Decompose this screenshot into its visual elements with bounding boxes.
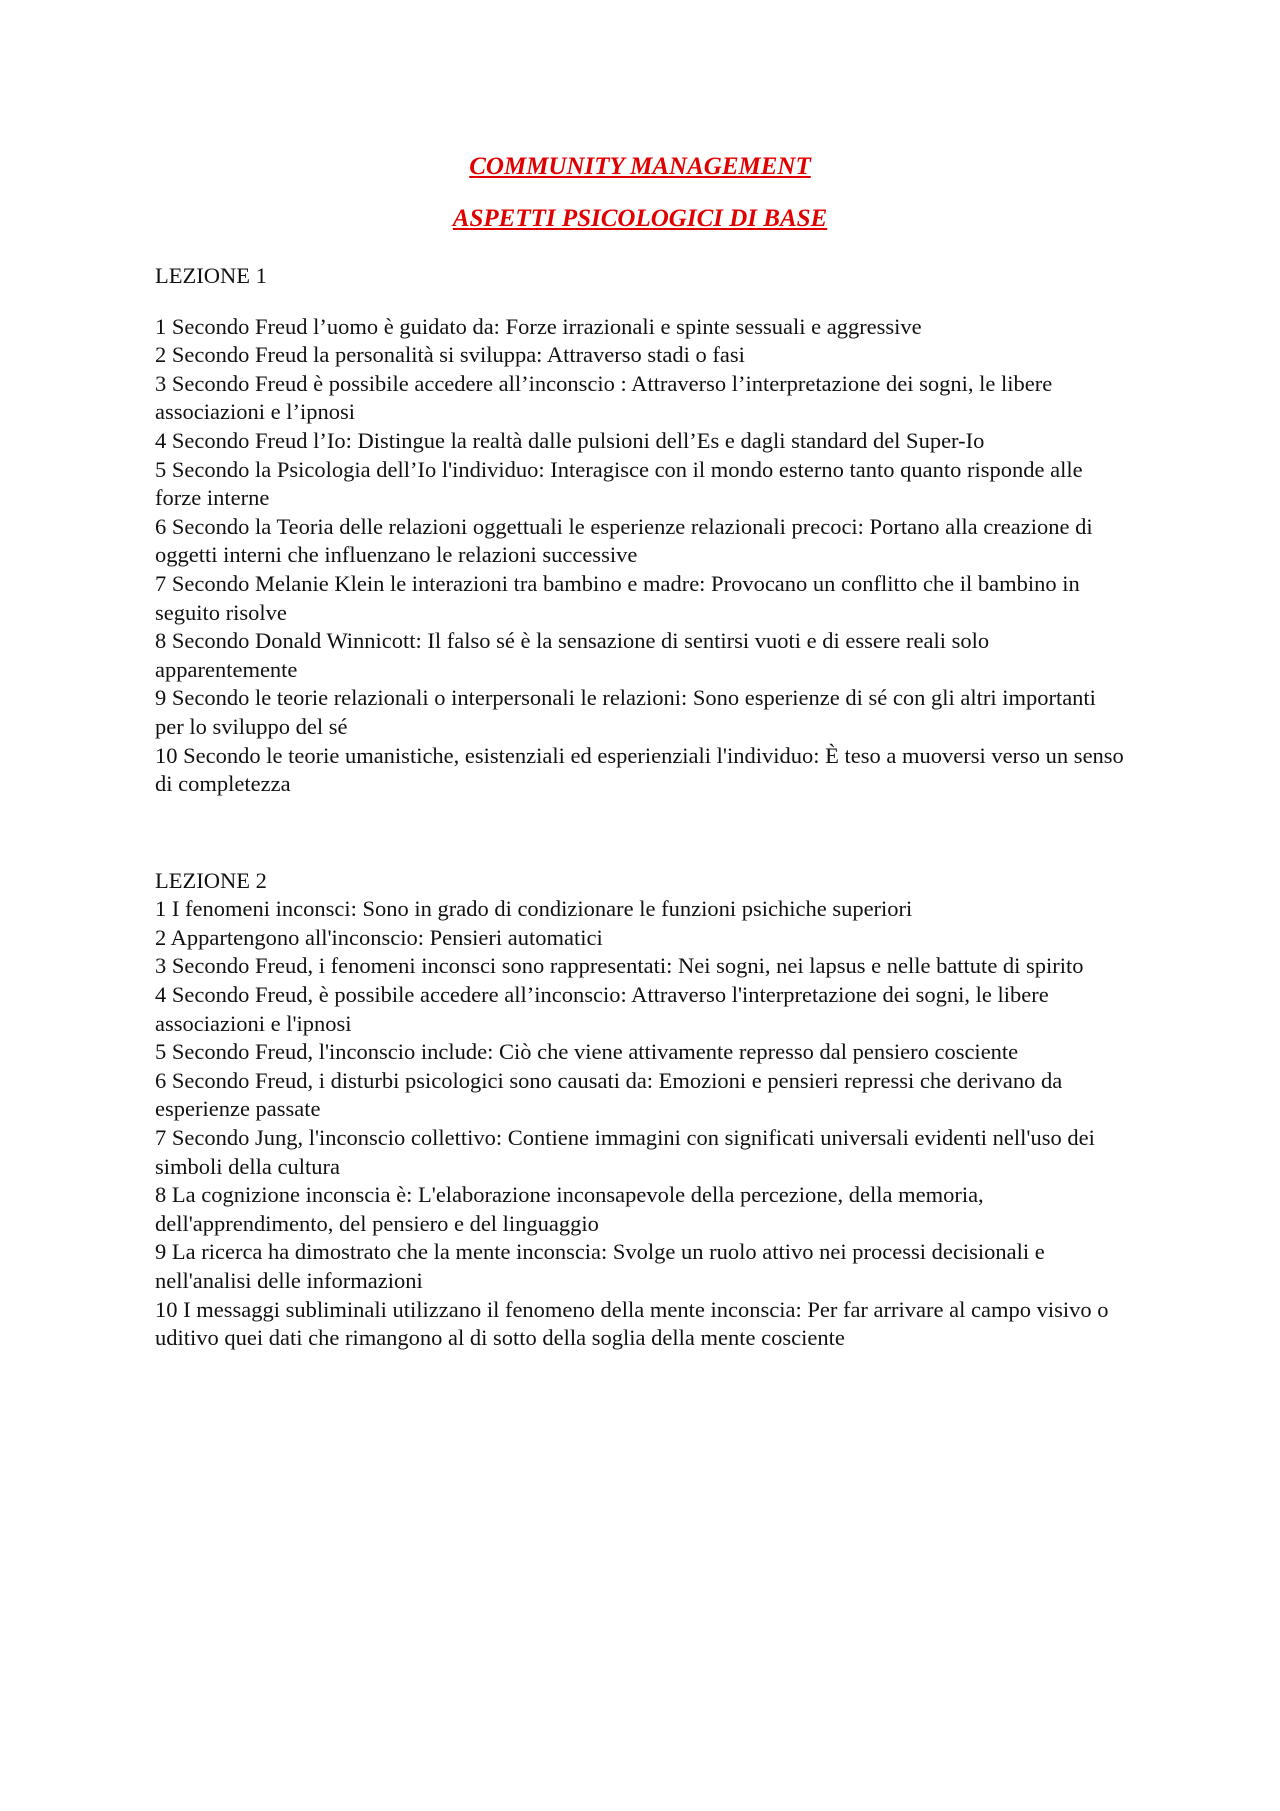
lesson-2-item: 9 La ricerca ha dimostrato che la mente inconscia: Svolge un ruolo attivo nei processi decisionali e nell'analisi delle informazioni bbox=[155, 1239, 1045, 1293]
lesson-1-item: 5 Secondo la Psicologia dell’Io l'individuo: Interagisce con il mondo esterno tanto quanto risponde alle forze interne bbox=[155, 456, 1083, 511]
lesson-1-item: 7 Secondo Melanie Klein le interazioni tra bambino e madre: Provocano un conflitto che il bambino in seguito risolve bbox=[155, 570, 1080, 625]
lesson-2-item: 1 I fenomeni inconsci: Sono in grado di condizionare le funzioni psichiche superiori bbox=[155, 896, 913, 922]
lesson-1-item: 2 Secondo Freud la personalità si sviluppa: Attraverso stadi o fasi bbox=[155, 342, 745, 368]
title-block bbox=[0, 152, 1280, 234]
document-subtitle: ASPETTI PSICOLOGICI DI BASE bbox=[452, 205, 828, 232]
lesson-1-item: 10 Secondo le teorie umanistiche, esistenziali ed esperienziali l'individuo: È teso a muoversi verso un senso di completezza bbox=[155, 742, 1124, 797]
lesson-2-item: 8 La cognizione inconscia è: L'elaborazione inconsapevole della percezione, della memoria, dell'apprendimento, del pensiero e del linguaggio bbox=[155, 1182, 984, 1236]
lesson-1-item: 6 Secondo la Teoria delle relazioni oggettuali le esperienze relazionali precoci: Portano alla creazione di oggetti interni che influenzano le relazioni successive bbox=[155, 513, 1093, 568]
lesson-1-item: 8 Secondo Donald Winnicott: Il falso sé è la sensazione di sentirsi vuoti e di essere reali solo apparentemente bbox=[155, 628, 990, 682]
lesson-2-item: 2 Appartengono all'inconscio: Pensieri automatici bbox=[155, 924, 603, 950]
lesson-1-item: 3 Secondo Freud è possibile accedere all’inconscio : Attraverso l’interpretazione dei sogni, le libere associazioni e l’ipnosi bbox=[155, 370, 1053, 425]
spacer bbox=[155, 302, 1125, 313]
lesson-2-item: 6 Secondo Freud, i disturbi psicologici sono causati da: Emozioni e pensieri repressi che derivano da esperienze passate bbox=[155, 1067, 1063, 1122]
lesson-1-item: 4 Secondo Freud l’Io: Distingue la realtà dalle pulsioni dell’Es e dagli standard del Super-Io bbox=[155, 427, 985, 453]
lesson-2-item: 7 Secondo Jung, l'inconscio collettivo: Contiene immagini con significati universali evidenti nell'uso dei simboli della cultura bbox=[155, 1125, 1095, 1179]
lesson-2-item: 10 I messaggi subliminali utilizzano il fenomeno della mente inconscia: Per far arrivare al campo visivo o uditivo quei dati che rimangono al di sotto della soglia della mente cosciente bbox=[155, 1296, 1109, 1351]
lesson-1-item: 1 Secondo Freud l’uomo è guidato da: Forze irrazionali e spinte sessuali e aggressive bbox=[155, 313, 922, 339]
lesson-2-heading: LEZIONE 2 bbox=[155, 867, 267, 893]
lesson-2-item: 4 Secondo Freud, è possibile accedere all’inconscio: Attraverso l'interpretazione dei sogni, le libere associazioni e l'ipnosi bbox=[155, 982, 1049, 1036]
lesson-1-item: 9 Secondo le teorie relazionali o interpersonali le relazioni: Sono esperienze di sé con gli altri importanti per lo sviluppo del sé bbox=[155, 685, 1096, 739]
lesson-2-item: 3 Secondo Freud, i fenomeni inconsci sono rappresentati: Nei sogni, nei lapsus e nelle battute di spirito bbox=[155, 953, 1084, 979]
document-body bbox=[155, 262, 1125, 1353]
lesson-2-item: 5 Secondo Freud, l'inconscio include: Ciò che viene attivamente represso dal pensiero cosciente bbox=[155, 1039, 1019, 1065]
document-title: COMMUNITY MANAGEMENT bbox=[469, 153, 811, 180]
lesson-1-heading: LEZIONE 1 bbox=[155, 263, 267, 288]
